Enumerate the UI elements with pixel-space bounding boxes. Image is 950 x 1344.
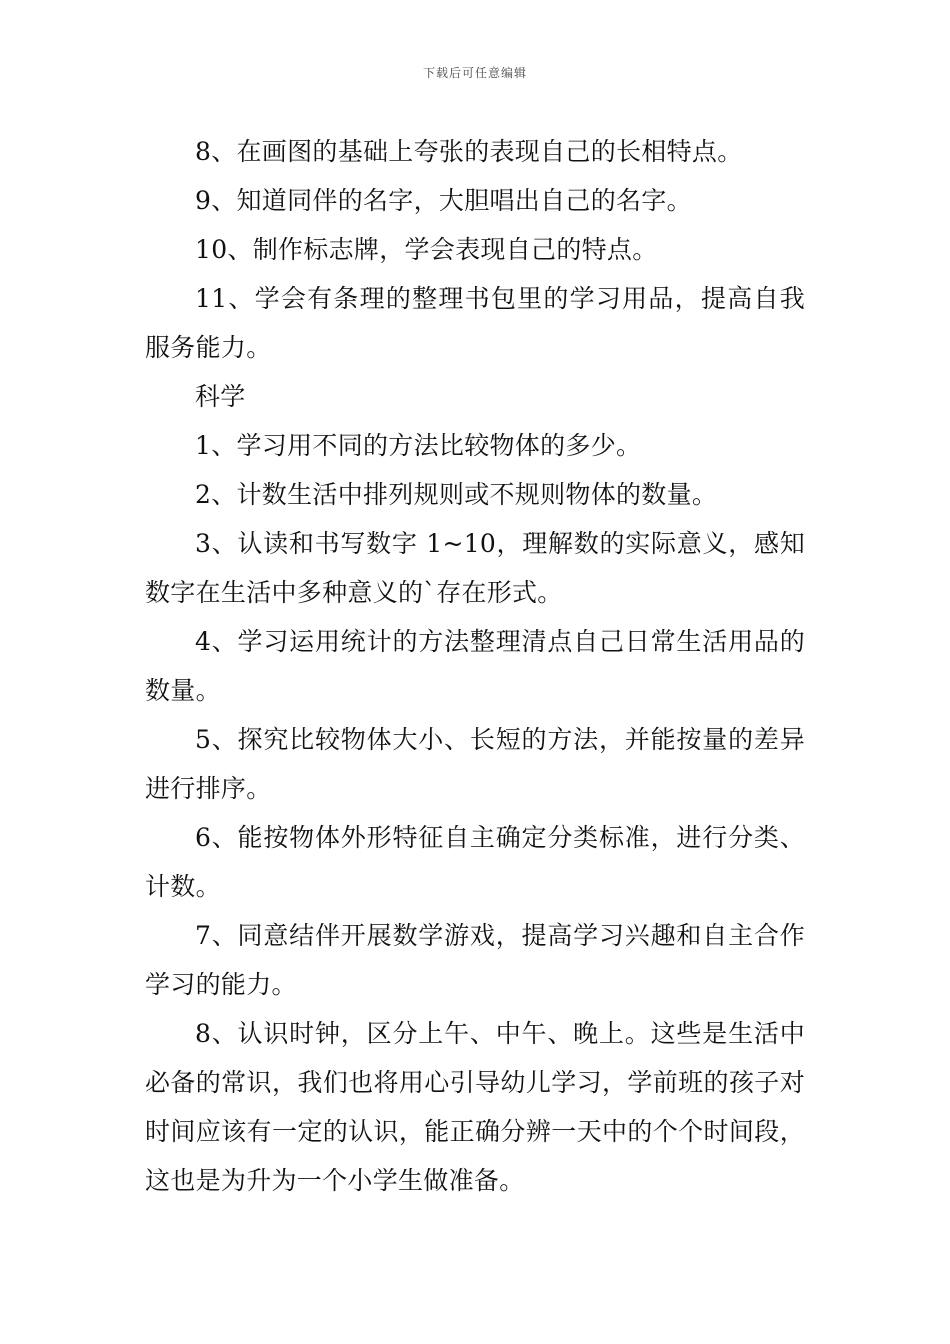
paragraph-numbers: 3、认读和书写数字 1~10，理解数的实际意义，感知数字在生活中多种意义的`存在形式。 bbox=[145, 529, 805, 607]
paragraph-schoolbag: 11、学会有条理的整理书包里的学习用品，提高自我服务能力。 bbox=[145, 284, 805, 362]
paragraph-counting: 2、计数生活中排列规则或不规则物体的数量。 bbox=[195, 480, 718, 509]
paragraph-compare-quantity: 1、学习用不同的方法比较物体的多少。 bbox=[195, 431, 642, 460]
document-body bbox=[145, 127, 805, 1205]
paragraph-name-sign: 10、制作标志牌，学会表现自己的特点。 bbox=[195, 235, 658, 264]
paragraph-classification: 6、能按物体外形特征自主确定分类标准，进行分类、计数。 bbox=[145, 823, 805, 901]
paragraph-clock-time: 8、认识时钟，区分上午、中午、晚上。这些是生活中必备的常识，我们也将用心引导幼儿学习，学前班的孩子对时间应该有一定的认识，能正确分辨一天中的个个时间段，这也是为升为一个小学生做准备。 bbox=[145, 1019, 805, 1195]
paragraph-drawing-features: 8、在画图的基础上夸张的表现自己的长相特点。 bbox=[195, 137, 743, 166]
page-header-note: 下载后可任意编辑 bbox=[422, 66, 527, 80]
paragraph-math-games: 7、同意结伴开展数学游戏，提高学习兴趣和自主合作学习的能力。 bbox=[145, 921, 805, 999]
paragraph-peer-names: 9、知道同伴的名字，大胆唱出自己的名字。 bbox=[195, 186, 692, 215]
paragraph-statistics: 4、学习运用统计的方法整理清点自己日常生活用品的数量。 bbox=[145, 627, 805, 705]
section-heading-science: 科学 bbox=[195, 382, 246, 411]
paragraph-size-length: 5、探究比较物体大小、长短的方法，并能按量的差异进行排序。 bbox=[145, 725, 805, 803]
